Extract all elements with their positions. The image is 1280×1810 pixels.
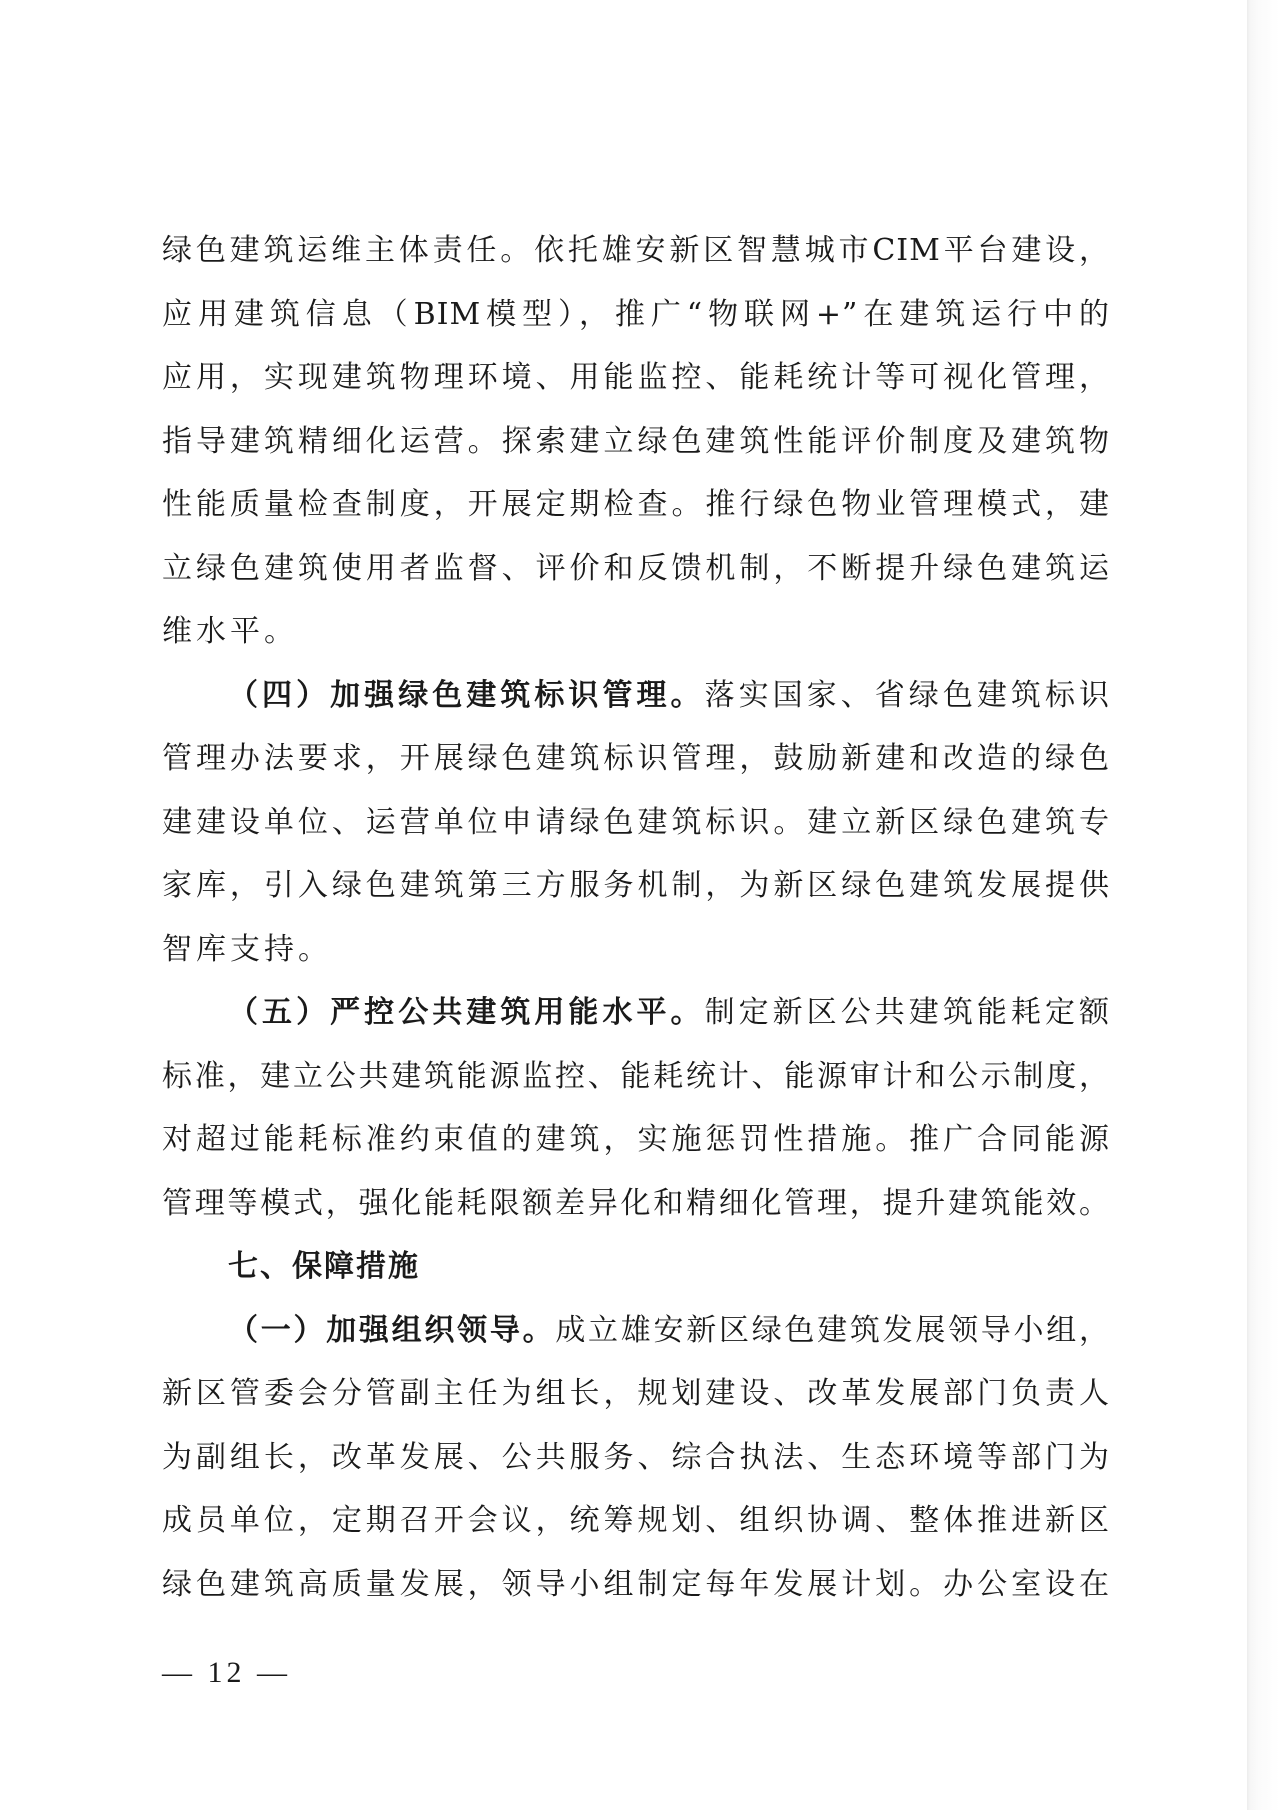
- paragraph-start-line: [162, 1299, 1110, 1363]
- body-text: [162, 219, 1110, 1616]
- text-line: 成员单位，定期召开会议，统筹规划、组织协调、整体推进新区: [162, 1503, 1110, 1538]
- text-line: 对超过能耗标准约束值的建筑，实施惩罚性措施。推广合同能源: [162, 1122, 1110, 1157]
- text-line: 指导建筑精细化运营。探索建立绿色建筑性能评价制度及建筑物: [162, 423, 1110, 459]
- page-edge-shadow: [1247, 0, 1280, 1810]
- text-line: 为副组长，改革发展、公共服务、综合执法、生态环境等部门为: [162, 1439, 1110, 1475]
- text-line: 管理等模式，强化能耗限额差异化和精细化管理，提升建筑能效。: [162, 1185, 1110, 1221]
- text-line: 性能质量检查制度，开展定期检查。推行绿色物业管理模式，建: [162, 487, 1110, 522]
- section-lead-5: （五）严控公共建筑用能水平。: [228, 995, 705, 1030]
- text-line: 新区管委会分管副主任为组长，规划建设、改革发展部门负责人: [162, 1376, 1110, 1411]
- paragraph-start-line: [162, 981, 1110, 1045]
- text-line: 绿色建筑运维主体责任。依托雄安新区智慧城市CIM平台建设，: [162, 233, 1110, 268]
- section-lead-4: （四）加强绿色建筑标识管理。: [228, 677, 705, 713]
- text-line: 建建设单位、运营单位申请绿色建筑标识。建立新区绿色建筑专: [162, 804, 1110, 840]
- text-run: 制定新区公共建筑能耗定额: [704, 995, 1111, 1030]
- text-line: 维水平。: [162, 614, 298, 649]
- text-run: 落实国家、省绿色建筑标识: [704, 677, 1111, 713]
- text-line: 绿色建筑高质量发展，领导小组制定每年发展计划。办公室设在: [162, 1566, 1110, 1602]
- paragraph-start-line: [162, 664, 1110, 728]
- text-run: 成立雄安新区绿色建筑发展领导小组，: [555, 1312, 1111, 1348]
- text-line: 立绿色建筑使用者监督、评价和反馈机制，不断提升绿色建筑运: [162, 550, 1110, 586]
- section-lead-1: （一）加强组织领导。: [228, 1312, 556, 1348]
- page-number: — 12 —: [162, 1656, 291, 1689]
- text-line: 管理办法要求，开展绿色建筑标识管理，鼓励新建和改造的绿色: [162, 741, 1110, 776]
- text-line: 智库支持。: [162, 931, 332, 967]
- section-heading: 七、保障措施: [228, 1249, 420, 1284]
- text-line: 应用建筑信息（BIM模型），推广“物联网+”在建筑运行中的: [162, 296, 1110, 332]
- text-line: 家库，引入绿色建筑第三方服务机制，为新区绿色建筑发展提供: [162, 868, 1110, 903]
- text-line: 标准，建立公共建筑能源监控、能耗统计、能源审计和公示制度，: [162, 1058, 1110, 1094]
- text-line: 应用，实现建筑物理环境、用能监控、能耗统计等可视化管理，: [162, 360, 1110, 395]
